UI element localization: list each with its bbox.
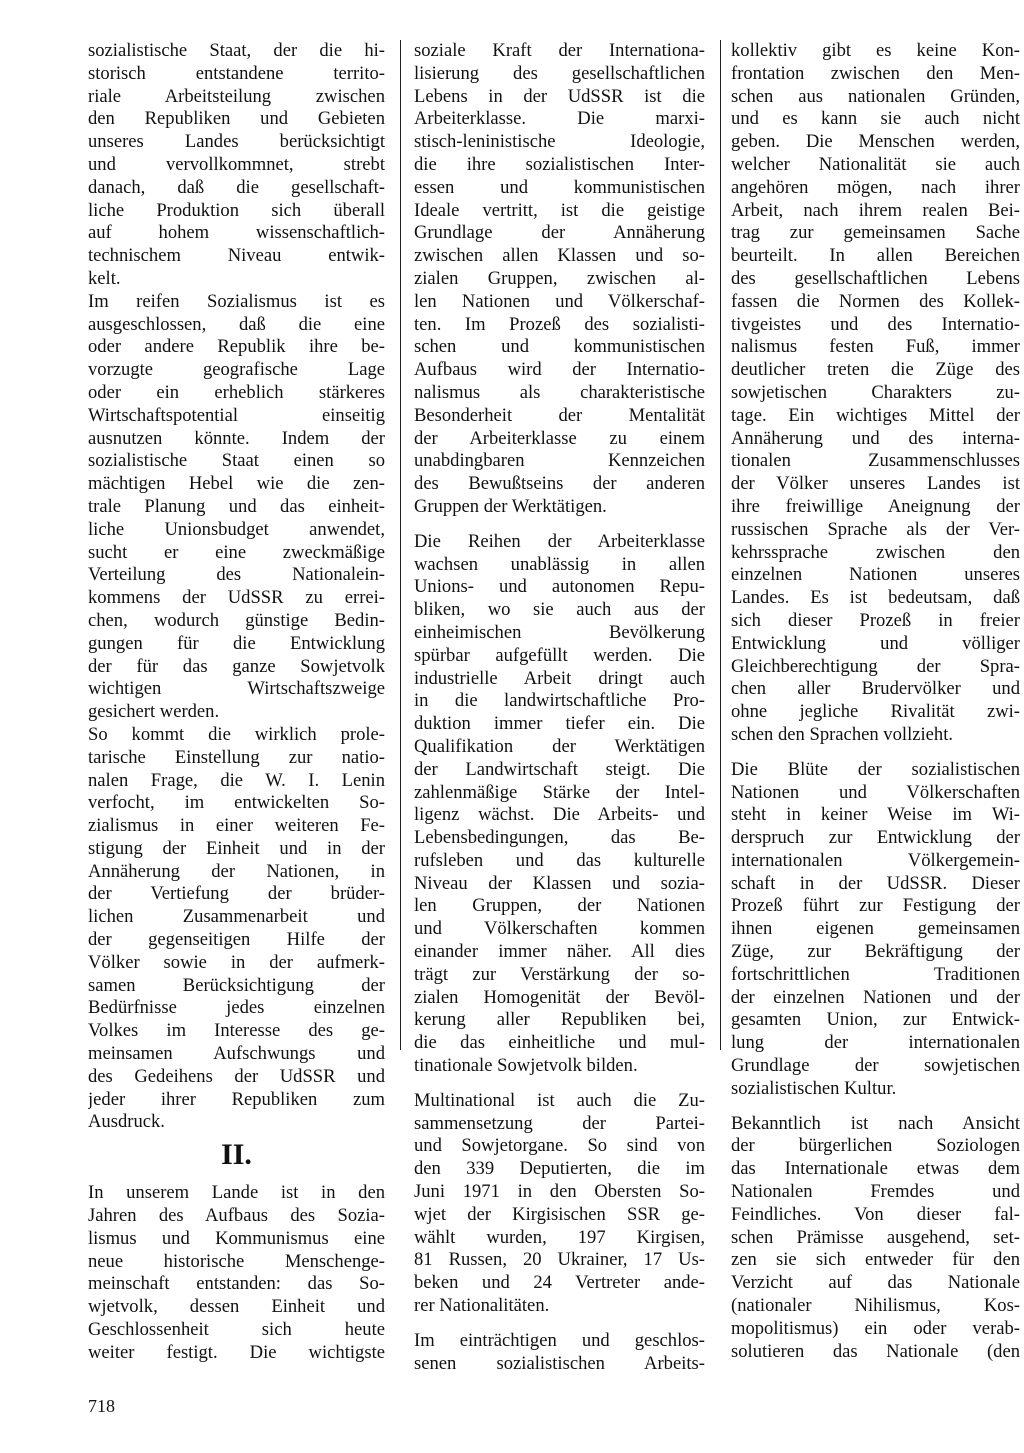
text-line: ihre freiwillige Aneignung der	[731, 495, 1020, 517]
text-line: soziale Kraft der Internationa-	[414, 40, 705, 61]
text-line: So kommt die wirklich prole-	[88, 723, 385, 745]
text-line: des gesellschaftlichen Lebens	[731, 267, 1020, 289]
text-line: solutieren das Nationale (den	[731, 1340, 1020, 1362]
text-line: riale Arbeitsteilung zwischen	[88, 85, 385, 107]
text-line: chen, wodurch günstige Bedin-	[88, 609, 385, 631]
text-line: lismus und Kommunismus eine	[88, 1227, 385, 1249]
text-line: der Arbeiterklasse zu einem	[414, 427, 705, 449]
text-line: auf hohem wissenschaftlich-	[88, 222, 385, 244]
text-line: schen Prämisse ausgehend, set-	[731, 1226, 1020, 1248]
text-line: die das einheitliche und mul-	[414, 1032, 705, 1054]
text-line: rufsleben und das kulturelle	[414, 849, 705, 871]
text-line: einheimischen Bevölkerung	[414, 621, 705, 643]
text-line: der gegenseitigen Hilfe der	[88, 929, 385, 951]
text-line: schaft in der UdSSR. Dieser	[731, 872, 1020, 894]
text-line: der bürgerlichen Soziologen	[731, 1135, 1020, 1157]
text-line: Wirtschaftspotential einseitig	[88, 404, 385, 426]
text-line: zen sie sich entweder für den	[731, 1249, 1020, 1271]
paragraph	[88, 1182, 385, 1364]
text-line: frontation zwischen den Men-	[731, 62, 1020, 84]
text-line: fortschrittlichen Traditionen	[731, 963, 1020, 985]
text-line: kehrssprache zwischen den	[731, 541, 1020, 563]
text-line: stigung der Einheit und in der	[88, 837, 385, 859]
text-line: tionalen Zusammenschlusses	[731, 450, 1020, 472]
text-line: Unions- und autonomen Repu-	[414, 576, 705, 598]
text-line: samen Berücksichtigung der	[88, 974, 385, 996]
text-line: beurteilt. In allen Bereichen	[731, 245, 1020, 267]
text-line: wichtigen Wirtschaftszweige	[88, 678, 385, 700]
text-line: sammensetzung der Partei-	[414, 1112, 705, 1134]
text-line: den Republiken und Gebieten	[88, 108, 385, 130]
text-line: mopolitismus) ein oder verab-	[731, 1317, 1020, 1339]
text-line: vorzugte geografische Lage	[88, 359, 385, 381]
text-line: duktion immer tiefer ein. Die	[414, 713, 705, 735]
text-line: Jahren des Aufbaus des Sozia-	[88, 1205, 385, 1227]
text-line: zialismus in einer weiteren Fe-	[88, 815, 385, 837]
text-line: der Vertiefung der brüder-	[88, 883, 385, 905]
text-line: tivgeistes und des Internatio-	[731, 313, 1020, 335]
text-line: Entwicklung und völliger	[731, 632, 1020, 654]
text-line: Juni 1971 in den Obersten So-	[414, 1181, 705, 1203]
text-line: zahlenmäßige Stärke der Intel-	[414, 781, 705, 803]
text-line: derspruch zur Entwicklung der	[731, 827, 1020, 849]
text-line: stisch-leninistische Ideologie,	[414, 131, 705, 153]
text-line: Nationen und Völkerschaften	[731, 781, 1020, 803]
text-line: wjet der Kirgisischen SSR ge-	[414, 1203, 705, 1225]
text-column-2	[414, 40, 705, 1375]
text-line: Züge, zur Bekräftigung der	[731, 941, 1020, 963]
text-line: oder andere Republik ihre be-	[88, 336, 385, 358]
text-line: der Landwirtschaft steigt. Die	[414, 758, 705, 780]
text-line: sucht er eine zweckmäßige	[88, 541, 385, 563]
text-line: jeder ihrer Republiken zum	[88, 1088, 385, 1110]
text-line: In unserem Lande ist in den	[88, 1182, 385, 1204]
text-line: tage. Ein wichtiges Mittel der	[731, 404, 1020, 426]
text-line: Die Blüte der sozialistischen	[731, 758, 1020, 780]
text-line: des Gedeihens der UdSSR und	[88, 1065, 385, 1087]
text-line: Ausdruck.	[88, 1111, 165, 1133]
text-line: ligenz wächst. Die Arbeits- und	[414, 804, 705, 826]
text-line: Multinational ist auch die Zu-	[414, 1089, 705, 1111]
text-line: Annäherung der Nationen, in	[88, 860, 385, 882]
text-line: Qualifikation der Werktätigen	[414, 735, 705, 757]
text-line: ten. Im Prozeß des sozialisti-	[414, 313, 705, 335]
text-line: nalismus festen Fuß, immer	[731, 336, 1020, 358]
text-line: ohne jegliche Rivalität zwi-	[731, 701, 1020, 723]
text-line: der Völker unseres Landes ist	[731, 473, 1020, 495]
text-line: beken und 24 Vertreter ande-	[414, 1272, 705, 1294]
text-line: mächtigen Hebel wie die zen-	[88, 473, 385, 495]
text-line: meinschaft entstanden: das So-	[88, 1273, 385, 1295]
text-line: kelt.	[88, 267, 121, 289]
text-line: 81 Russen, 20 Ukrainer, 17 Us-	[414, 1249, 705, 1271]
text-line: unabdingbaren Kennzeichen	[414, 450, 705, 472]
text-line: Arbeiterklasse. Die marxi-	[414, 108, 705, 130]
text-line: sich dieser Prozeß in freier	[731, 609, 1020, 631]
text-line: der einzelnen Nationen und der	[731, 986, 1020, 1008]
text-line: gungen für die Entwicklung	[88, 632, 385, 654]
text-line: bliken, wo sie auch aus der	[414, 599, 705, 621]
text-line: einander immer näher. All dies	[414, 941, 705, 963]
text-line: zialen Homogenität der Bevöl-	[414, 986, 705, 1008]
text-line: weiter festigt. Die wichtigste	[88, 1341, 385, 1363]
text-line: tarische Einstellung zur natio-	[88, 746, 385, 768]
text-line: nalen Frage, die W. I. Lenin	[88, 769, 385, 791]
text-line: Ideale vertritt, ist die geistige	[414, 199, 705, 221]
text-line: der für das ganze Sowjetvolk	[88, 655, 385, 677]
text-line: Lebens in der UdSSR ist die	[414, 85, 705, 107]
paragraph	[731, 759, 1020, 1101]
section-heading: II.	[221, 1138, 252, 1172]
text-line: Volkes im Interesse des ge-	[88, 1020, 385, 1042]
text-line: ausgeschlossen, daß die eine	[88, 313, 385, 335]
paragraph	[88, 40, 385, 291]
text-line: schen aus nationalen Gründen,	[731, 85, 1020, 107]
paragraph	[414, 40, 705, 519]
text-line: Gleichberechtigung der Spra-	[731, 655, 1020, 677]
text-line: steht in keiner Weise im Wi-	[731, 804, 1020, 826]
text-line: verfocht, im entwickelten So-	[88, 792, 385, 814]
text-line: kollektiv gibt es keine Kon-	[731, 40, 1020, 61]
text-line: fassen die Normen des Kollek-	[731, 290, 1020, 312]
text-line: sozialistische Staat einen so	[88, 450, 385, 472]
text-line: Völker sowie in der aufmerk-	[88, 951, 385, 973]
text-line: Annäherung und des interna-	[731, 427, 1020, 449]
text-line: und vervollkommnet, strebt	[88, 153, 385, 175]
text-line: russischen Sprache als der Ver-	[731, 518, 1020, 540]
text-line: kommens der UdSSR zu errei-	[88, 587, 385, 609]
text-line: Landes. Es ist bedeutsam, daß	[731, 587, 1020, 609]
text-line: sozialistischen Kultur.	[731, 1077, 897, 1099]
text-line: und Völkerschaften kommen	[414, 918, 705, 940]
text-line: lung der internationalen	[731, 1032, 1020, 1054]
text-line: wachsen unablässig in allen	[414, 553, 705, 575]
text-line: welcher Nationalität sie auch	[731, 153, 1020, 175]
paragraph	[731, 40, 1020, 747]
text-line: Nationalen Fremdes und	[731, 1181, 1020, 1203]
text-line: nalismus als charakteristische	[414, 381, 705, 403]
paragraph	[414, 1090, 705, 1318]
text-line: unseres Landes berücksichtigt	[88, 131, 385, 153]
text-line: Verteilung des Nationalein-	[88, 564, 385, 586]
text-line: ausnutzen könnte. Indem der	[88, 427, 385, 449]
text-line: zialen Gruppen, zwischen al-	[414, 267, 705, 289]
text-line: oder ein erheblich stärkeres	[88, 381, 385, 403]
text-line: geben. Die Menschen werden,	[731, 131, 1020, 153]
text-line: tinationale Sowjetvolk bilden.	[414, 1055, 638, 1077]
column-rule-left	[400, 40, 401, 1050]
text-line: technischem Niveau entwik-	[88, 245, 385, 267]
text-line: die ihre sozialistischen Inter-	[414, 153, 705, 175]
text-line: ihnen eigenen gemeinsamen	[731, 918, 1020, 940]
paragraph	[414, 531, 705, 1078]
text-line: Im reifen Sozialismus ist es	[88, 290, 385, 312]
text-line: neue historische Menschenge-	[88, 1250, 385, 1272]
text-line: Im einträchtigen und geschlos-	[414, 1329, 705, 1351]
text-line: sowjetischen Charakters zu-	[731, 381, 1020, 403]
text-column-3	[731, 40, 1020, 1363]
text-line: Bedürfnisse jedes einzelnen	[88, 997, 385, 1019]
text-line: Lebensbedingungen, das Be-	[414, 827, 705, 849]
text-line: zwischen allen Klassen und so-	[414, 245, 705, 267]
paragraph	[414, 1330, 705, 1376]
text-line: trägt zur Verstärkung der so-	[414, 963, 705, 985]
text-line: Grundlage der sowjetischen	[731, 1055, 1020, 1077]
text-line: und es kann sie auch nicht	[731, 108, 1020, 130]
text-line: trale Planung und das einheit-	[88, 495, 385, 517]
text-column-1	[88, 40, 385, 1365]
text-line: senen sozialistischen Arbeits-	[414, 1352, 705, 1374]
text-line: in die landwirtschaftliche Pro-	[414, 690, 705, 712]
text-line: Verzicht auf das Nationale	[731, 1272, 1020, 1294]
paragraph	[88, 724, 385, 1134]
text-line: Niveau der Klassen und sozia-	[414, 872, 705, 894]
text-line: Die Reihen der Arbeiterklasse	[414, 530, 705, 552]
text-line: Prozeß führt zur Festigung der	[731, 895, 1020, 917]
text-line: gesamten Union, zur Entwick-	[731, 1009, 1020, 1031]
text-line: des Bewußtseins der anderen	[414, 473, 705, 495]
text-line: spürbar aufgefüllt werden. Die	[414, 644, 705, 666]
text-line: deutlicher treten die Züge des	[731, 359, 1020, 381]
text-line: len Nationen und Völkerschaf-	[414, 290, 705, 312]
text-line: lichen Zusammenarbeit und	[88, 906, 385, 928]
text-line: einzelnen Nationen unseres	[731, 564, 1020, 586]
text-line: schen den Sprachen vollzieht.	[731, 723, 954, 745]
text-line: meinsamen Aufschwungs und	[88, 1043, 385, 1065]
text-line: (nationaler Nihilismus, Kos-	[731, 1295, 1020, 1317]
text-line: industrielle Arbeit dringt auch	[414, 667, 705, 689]
text-line: gesichert werden.	[88, 701, 220, 723]
text-line: Arbeit, nach ihrem realen Bei-	[731, 199, 1020, 221]
text-line: Grundlage der Annäherung	[414, 222, 705, 244]
text-line: Feindliches. Von dieser fal-	[731, 1203, 1020, 1225]
text-line: chen aller Brudervölker und	[731, 678, 1020, 700]
text-line: essen und kommunistischen	[414, 176, 705, 198]
text-line: den 339 Deputierten, die im	[414, 1158, 705, 1180]
column-rule-right	[720, 40, 721, 1050]
paragraph	[88, 291, 385, 724]
text-line: storisch entstandene territo-	[88, 62, 385, 84]
text-line: rer Nationalitäten.	[414, 1295, 550, 1317]
text-line: lisierung des gesellschaftlichen	[414, 62, 705, 84]
page-number: 718	[88, 1396, 115, 1416]
text-line: Besonderheit der Mentalität	[414, 404, 705, 426]
text-line: und Sowjetorgane. So sind von	[414, 1135, 705, 1157]
text-line: Geschlossenheit sich heute	[88, 1319, 385, 1341]
text-line: wählt wurden, 197 Kirgisen,	[414, 1226, 705, 1248]
text-line: das Internationale etwas dem	[731, 1158, 1020, 1180]
text-line: Aufbaus wird der Internatio-	[414, 359, 705, 381]
text-line: internationalen Völkergemein-	[731, 849, 1020, 871]
paragraph	[731, 1113, 1020, 1364]
text-line: len Gruppen, der Nationen	[414, 895, 705, 917]
text-line: liche Produktion sich überall	[88, 199, 385, 221]
text-line: trag zur gemeinsamen Sache	[731, 222, 1020, 244]
text-line: wjetvolk, dessen Einheit und	[88, 1296, 385, 1318]
text-line: Gruppen der Werktätigen.	[414, 495, 607, 517]
text-line: liche Unionsbudget anwendet,	[88, 518, 385, 540]
text-line: schen und kommunistischen	[414, 336, 705, 358]
text-line: sozialistische Staat, der die hi-	[88, 40, 385, 61]
text-line: angehören mögen, nach ihrer	[731, 176, 1020, 198]
text-line: kerung aller Republiken bei,	[414, 1009, 705, 1031]
text-line: Bekanntlich ist nach Ansicht	[731, 1112, 1020, 1134]
text-line: danach, daß die gesellschaft-	[88, 176, 385, 198]
